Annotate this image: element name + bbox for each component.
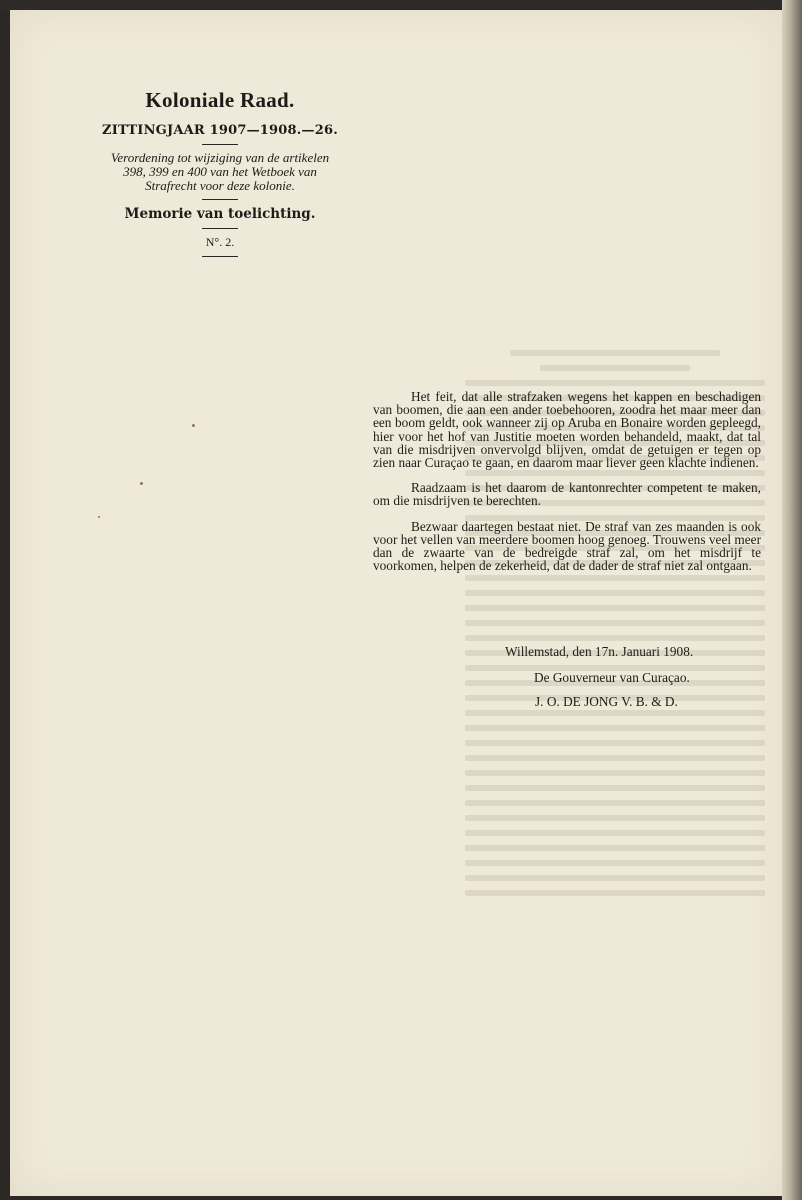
divider <box>202 199 238 200</box>
scan-top-border <box>0 0 802 10</box>
paragraph: Raadzaam is het daarom de kantonrechter competent te maken, om die misdrijven te berechten. <box>373 480 761 509</box>
divider <box>202 256 238 257</box>
paragraph: Het feit, dat alle strafzaken wegens het kappen en beschadigen van boomen, die aan een ander toebehooren, zoodra het maar meer dan een boom geldt, ook wanneer zij op Aruba en Bonaire worden gepleegd, hier voor het hof van Justitie moeten worden behandeld, maakt, dat tal van die misdrijven onvervolgd blijven, omdat de getuigen er tegen op zien naar Curaçao te gaan, en daarom maar liever geen klachte indienen. <box>373 389 761 471</box>
signatory-name: J. O. DE JONG V. B. & D. <box>535 694 678 709</box>
document-number: N°. 2. <box>205 235 235 249</box>
book-edge <box>782 0 802 1200</box>
document-type: Memorie van toelichting. <box>124 206 316 222</box>
session-year: ZITTINGJAAR 1907—1908.—26. <box>102 123 338 138</box>
council-title: Koloniale Raad. <box>145 88 295 112</box>
signatory-title: De Gouverneur van Curaçao. <box>534 670 690 685</box>
explanatory-text <box>373 390 761 584</box>
document-header <box>90 88 350 263</box>
document-page <box>10 10 782 1196</box>
paper-speck <box>98 516 100 518</box>
place-date: Willemstad, den 17n. Januari 1908. <box>505 644 694 659</box>
divider <box>202 228 238 229</box>
paper-speck <box>140 482 143 485</box>
paper-speck <box>192 424 195 427</box>
divider <box>202 144 238 145</box>
paragraph: Bezwaar daartegen bestaat niet. De straf van zes maanden is ook voor het vellen van meerdere boomen hoog genoeg. Trouwens veel meer dan de zwaarte van de bedreigde straf zal, om het misdrijf te voorkomen, helpen de zekerheid, dat de dader de straf niet zal ontgaan. <box>373 518 761 574</box>
ordinance-subject: Verordening tot wijziging van de artikelen 398, 399 en 400 van het Wetboek van Strafrecht voor deze kolonie. <box>110 150 330 193</box>
